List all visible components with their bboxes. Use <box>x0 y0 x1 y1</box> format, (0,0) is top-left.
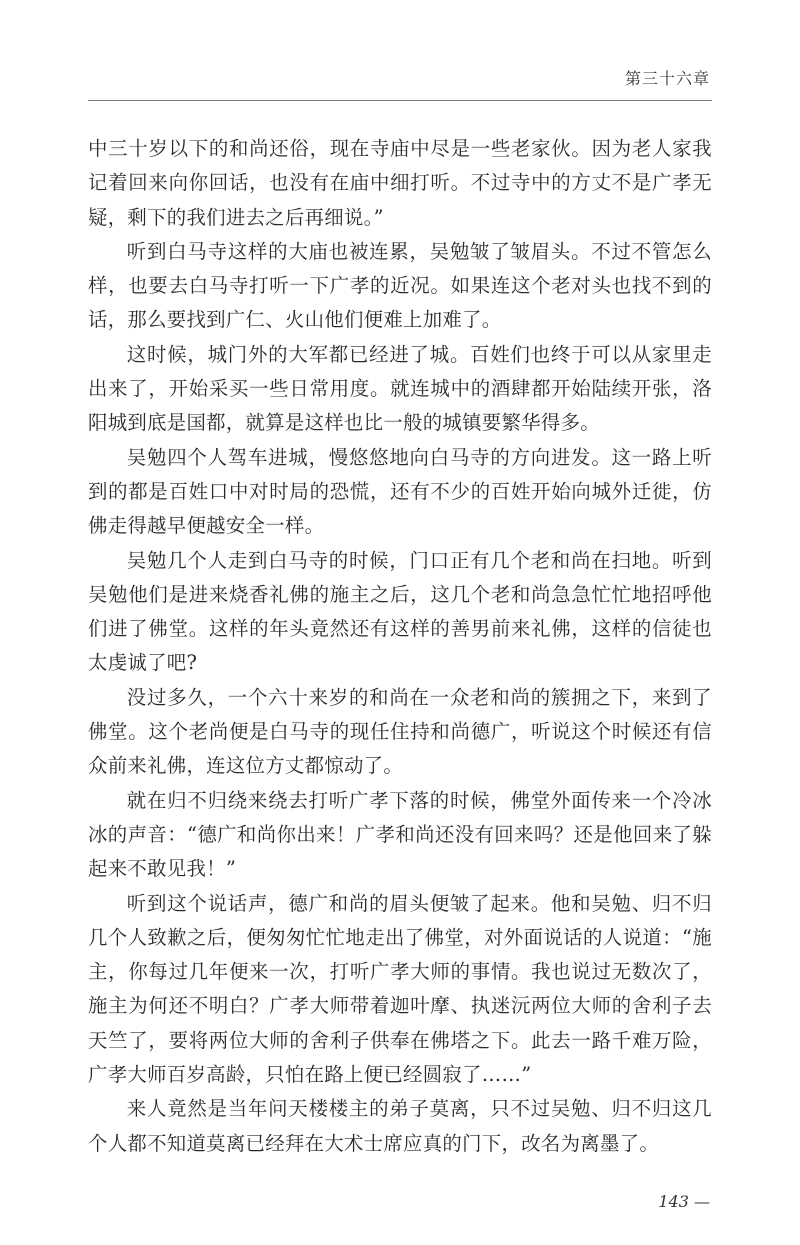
paragraph-1: 中三十岁以下的和尚还俗，现在寺庙中尽是一些老家伙。因为老人家我记着回来向你回话，也没有在庙中细打听。不过寺中的方丈不是广孝无疑，剩下的我们进去之后再细说。” <box>88 137 712 229</box>
paragraph-8: 听到这个说话声，德广和尚的眉头便皱了起来。他和吴勉、归不归几个人致歉之后，便匆匆忙忙地走出了佛堂，对外面说话的人说道：“施主，你每过几年便来一次，打听广孝大师的事情。我也说过无数次了，施主为何还不明白？广孝大师带着迦叶摩、执迷沅两位大师的舍利子去天竺了，要将两位大师的舍利子供奉在佛塔之下。此去一路千难万险，广孝大师百岁高龄，只怕在路上便已经圆寂了……” <box>88 891 712 1087</box>
paragraph-3: 这时候，城门外的大军都已经进了城。百姓们也终于可以从家里走出来了，开始采买一些日常用度。就连城中的酒肆都开始陆续开张，洛阳城到底是国都，就算是这样也比一般的城镇要繁华得多。 <box>88 342 712 435</box>
paragraph-9: 来人竟然是当年问天楼楼主的弟子莫离，只不过吴勉、归不归这几个人都不知道莫离已经拜在大术士席应真的门下，改名为离墨了。 <box>88 1097 712 1155</box>
paragraph-6: 没过多久，一个六十来岁的和尚在一众老和尚的簇拥之下，来到了佛堂。这个老尚便是白马寺的现任住持和尚德广，听说这个时候还有信众前来礼佛，连这位方丈都惊动了。 <box>88 685 712 778</box>
paragraph-2: 听到白马寺这样的大庙也被连累，吴勉皱了皱眉头。不过不管怎么样，也要去白马寺打听一下广孝的近况。如果连这个老对头也找不到的话，那么要找到广仁、火山他们便难上加难了。 <box>88 239 712 332</box>
paragraph-4: 吴勉四个人驾车进城，慢悠悠地向白马寺的方向进发。这一路上听到的都是百姓口中对时局的恐慌，还有不少的百姓开始向城外迁徙，仿佛走得越早便越安全一样。 <box>88 445 712 538</box>
paragraph-5: 吴勉几个人走到白马寺的时候，门口正有几个老和尚在扫地。听到吴勉他们是进来烧香礼佛的施主之后，这几个老和尚急急忙忙地招呼他们进了佛堂。这样的年头竟然还有这样的善男前来礼佛，这样的信徒也太虔诚了吧? <box>88 548 712 675</box>
body-text <box>88 132 712 1161</box>
page-number: 143 — <box>658 1192 710 1211</box>
running-header-chapter-title: 第三十六章 <box>624 69 710 88</box>
header-divider-line <box>88 100 712 101</box>
paragraph-7: 就在归不归绕来绕去打听广孝下落的时候，佛堂外面传来一个冷冰冰的声音：“德广和尚你出来！广孝和尚还没有回来吗？还是他回来了躲起来不敢见我！” <box>88 788 712 881</box>
